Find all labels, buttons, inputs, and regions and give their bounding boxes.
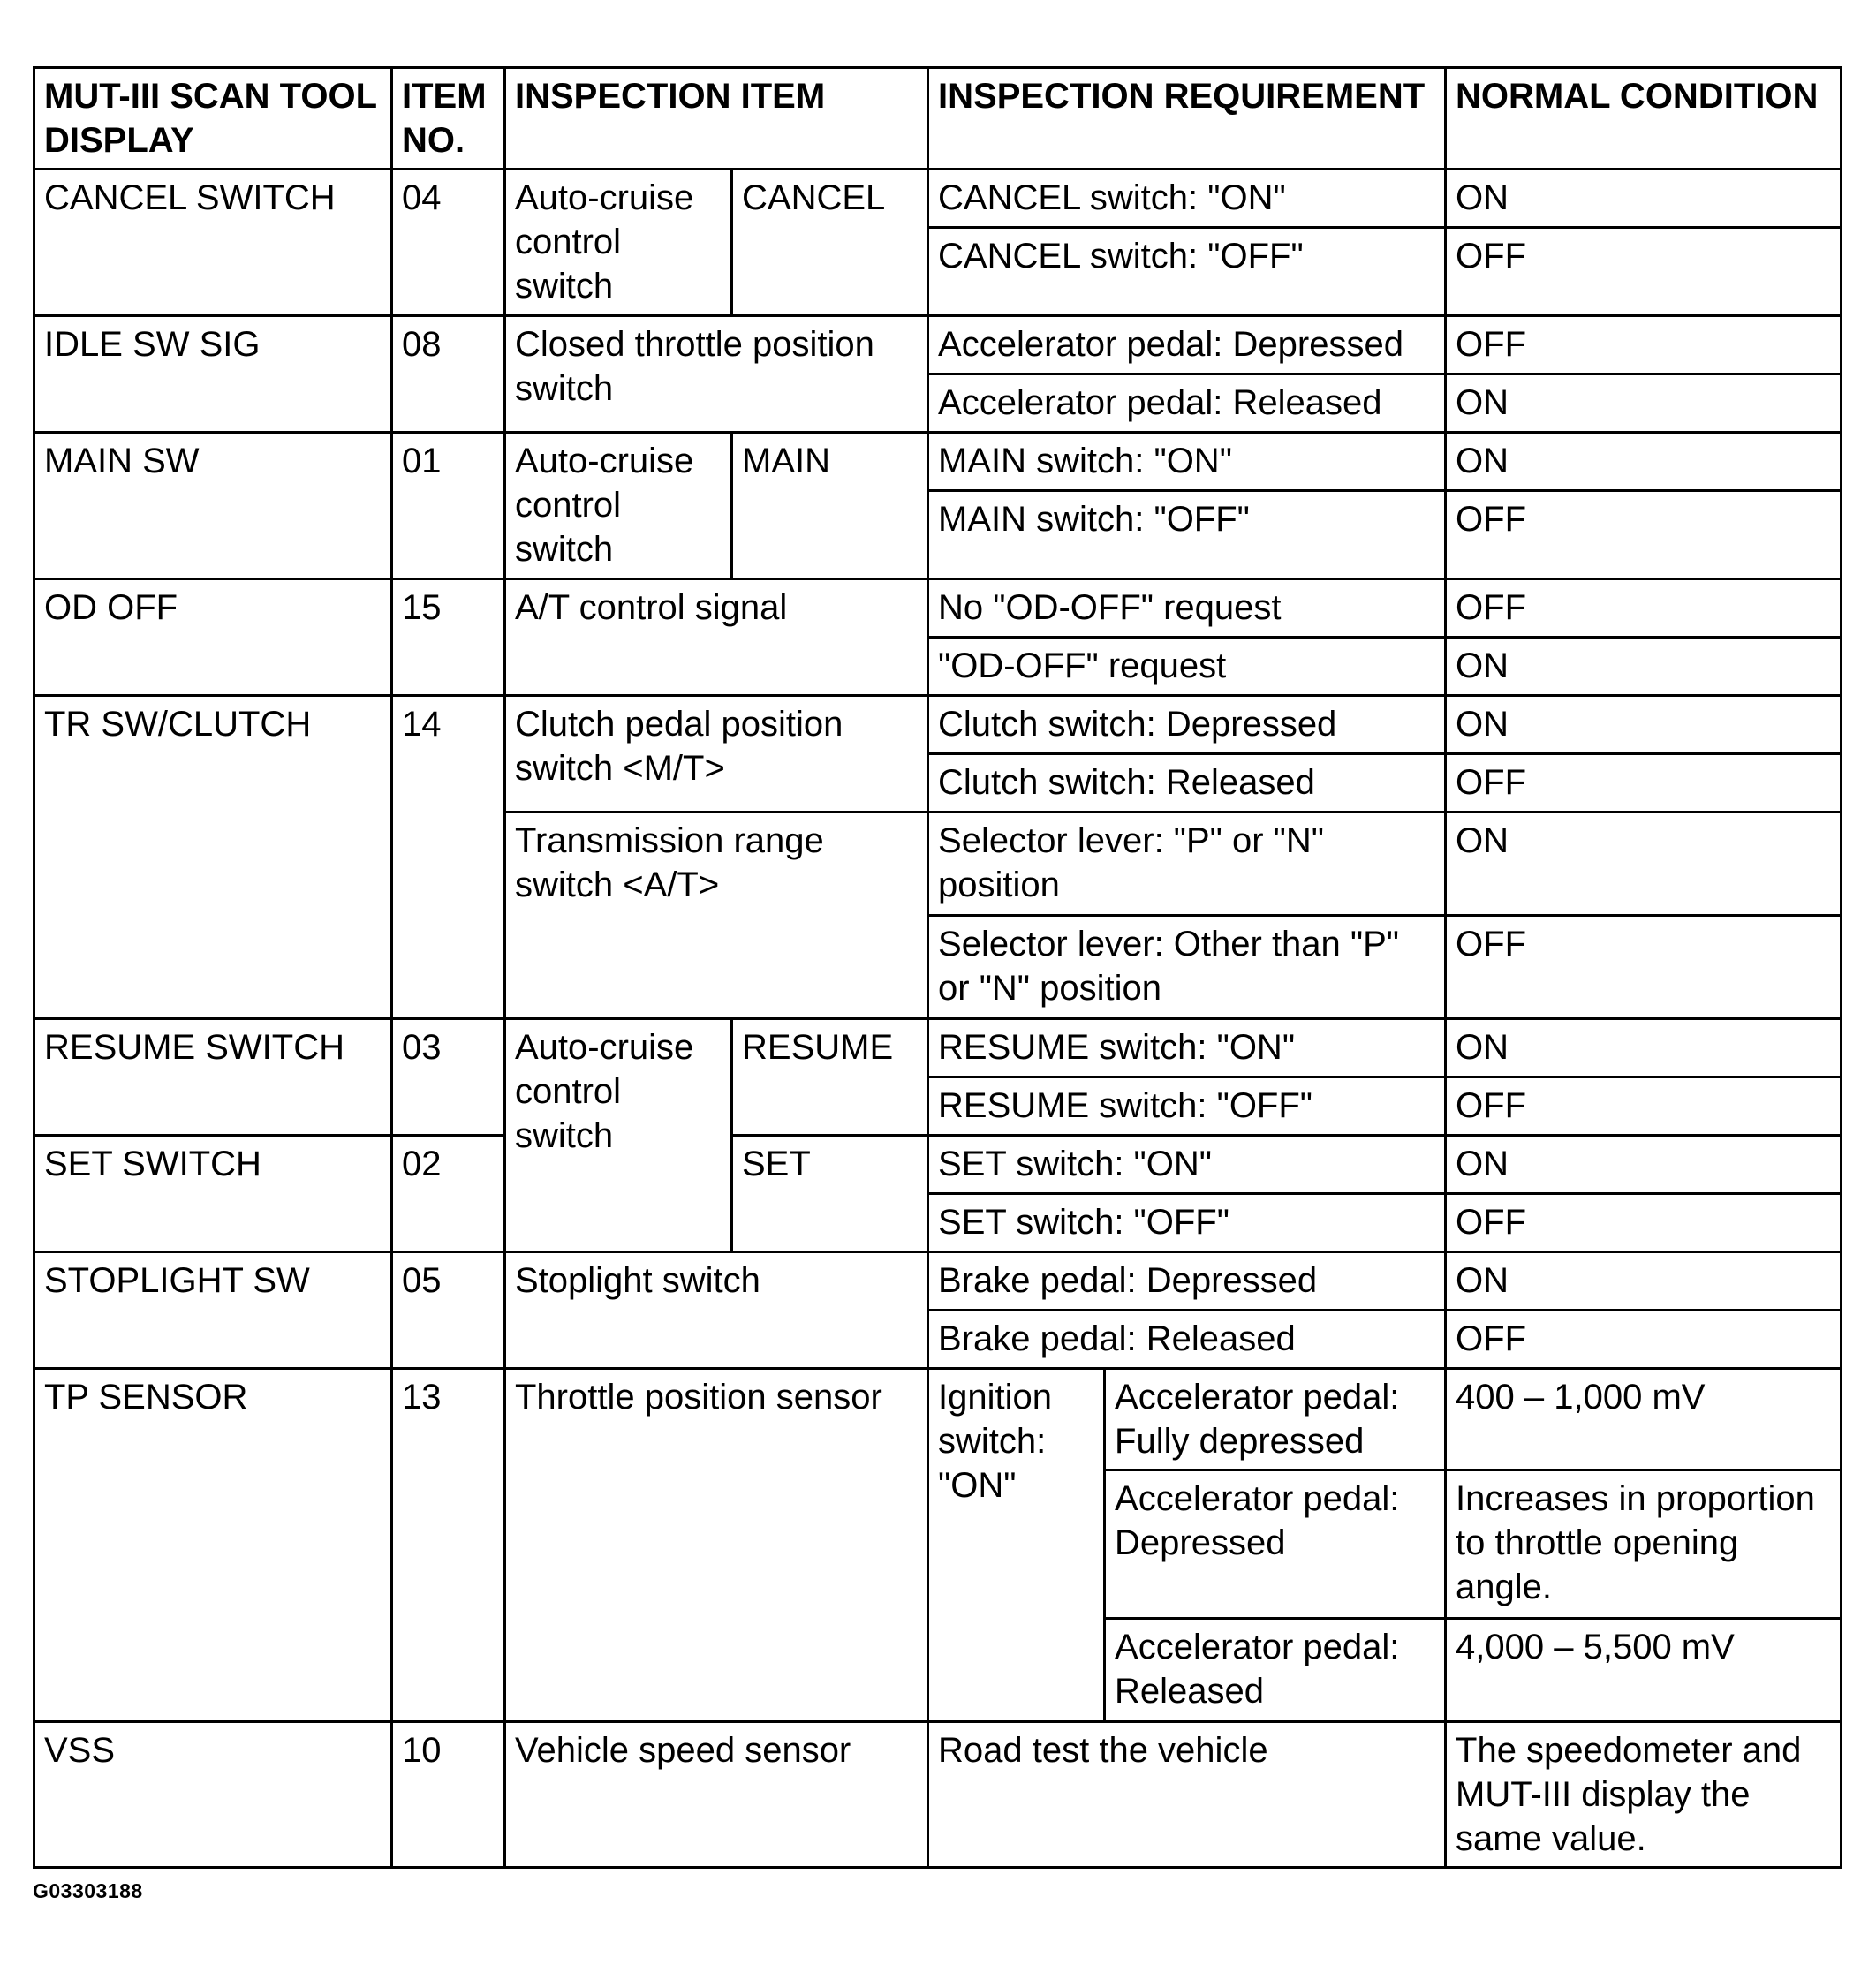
trsw-req-clutch-depressed: Clutch switch: Depressed (928, 696, 1446, 754)
resume-val-on: ON (1446, 1019, 1842, 1077)
trsw-item-no: 14 (392, 696, 505, 1019)
trsw-req-p-n: Selector lever: "P" or "N" position (928, 812, 1446, 916)
resume-val-off: OFF (1446, 1077, 1842, 1136)
table-row-cancel-switch-1 (34, 170, 1842, 228)
figure-id-label: G03303188 (33, 1879, 143, 1902)
header-item-no: ITEM NO. (392, 68, 505, 170)
main-val-off: OFF (1446, 491, 1842, 579)
table-row-set-switch-1 (34, 1136, 1842, 1194)
odoff-display: OD OFF (34, 579, 392, 696)
stoplight-val-depressed: ON (1446, 1252, 1842, 1311)
resume-item-no: 03 (392, 1019, 505, 1136)
resume-set-inspection-item: Auto-cruise control switch (505, 1019, 732, 1252)
table-row-main-sw-1 (34, 433, 1842, 491)
odoff-val-request: ON (1446, 638, 1842, 696)
main-req-on: MAIN switch: "ON" (928, 433, 1446, 491)
odoff-item-no: 15 (392, 579, 505, 696)
tp-inspection-item: Throttle position sensor (505, 1369, 928, 1722)
resume-sub-item: RESUME (732, 1019, 928, 1136)
vss-item-no: 10 (392, 1722, 505, 1868)
main-req-off: MAIN switch: "OFF" (928, 491, 1446, 579)
cancel-sub-item: CANCEL (732, 170, 928, 316)
cancel-inspection-item: Auto-cruise control switch (505, 170, 732, 316)
set-item-no: 02 (392, 1136, 505, 1252)
vss-display: VSS (34, 1722, 392, 1868)
set-sub-item: SET (732, 1136, 928, 1252)
trsw-req-clutch-released: Clutch switch: Released (928, 754, 1446, 812)
stoplight-item-no: 05 (392, 1252, 505, 1369)
vss-inspection-item: Vehicle speed sensor (505, 1722, 928, 1868)
main-display: MAIN SW (34, 433, 392, 579)
tp-ignition-condition: Ignition switch: "ON" (928, 1369, 1105, 1722)
inspection-spec-table (33, 66, 1842, 1869)
stoplight-display: STOPLIGHT SW (34, 1252, 392, 1369)
idle-req-released: Accelerator pedal: Released (928, 374, 1446, 433)
tp-req-depressed: Accelerator pedal: Depressed (1105, 1470, 1446, 1619)
tp-item-no: 13 (392, 1369, 505, 1722)
odoff-req-request: "OD-OFF" request (928, 638, 1446, 696)
idle-req-depressed: Accelerator pedal: Depressed (928, 316, 1446, 374)
cancel-req-on: CANCEL switch: "ON" (928, 170, 1446, 228)
idle-val-depressed: OFF (1446, 316, 1842, 374)
set-req-on: SET switch: "ON" (928, 1136, 1446, 1194)
set-val-off: OFF (1446, 1194, 1842, 1252)
tp-display: TP SENSOR (34, 1369, 392, 1722)
resume-req-off: RESUME switch: "OFF" (928, 1077, 1446, 1136)
trsw-inspection-item-mt: Clutch pedal position switch <M/T> (505, 696, 928, 812)
main-sub-item: MAIN (732, 433, 928, 579)
stoplight-val-released: OFF (1446, 1311, 1842, 1369)
cancel-display: CANCEL SWITCH (34, 170, 392, 316)
odoff-val-none: OFF (1446, 579, 1842, 638)
trsw-val-clutch-released: OFF (1446, 754, 1842, 812)
idle-val-released: ON (1446, 374, 1842, 433)
tp-val-fully-depressed: 400 – 1,000 mV (1446, 1369, 1842, 1470)
header-row (34, 68, 1842, 170)
tp-req-released: Accelerator pedal: Released (1105, 1619, 1446, 1722)
header-inspection-item: INSPECTION ITEM (505, 68, 928, 170)
vss-req-road-test: Road test the vehicle (928, 1722, 1446, 1868)
trsw-inspection-item-at: Transmission range switch <A/T> (505, 812, 928, 1019)
stoplight-inspection-item: Stoplight switch (505, 1252, 928, 1369)
set-req-off: SET switch: "OFF" (928, 1194, 1446, 1252)
set-display: SET SWITCH (34, 1136, 392, 1252)
trsw-val-p-n: ON (1446, 812, 1842, 916)
cancel-item-no: 04 (392, 170, 505, 316)
vss-val-same-value: The speedometer and MUT-III display the same value. (1446, 1722, 1842, 1868)
trsw-val-other: OFF (1446, 916, 1842, 1019)
table-row-idle-sw-sig-1 (34, 316, 1842, 374)
stoplight-req-depressed: Brake pedal: Depressed (928, 1252, 1446, 1311)
main-item-no: 01 (392, 433, 505, 579)
trsw-req-other: Selector lever: Other than "P" or "N" position (928, 916, 1446, 1019)
header-inspection-requirement: INSPECTION REQUIREMENT (928, 68, 1446, 170)
table-row-resume-switch-1 (34, 1019, 1842, 1077)
idle-display: IDLE SW SIG (34, 316, 392, 433)
cancel-req-off: CANCEL switch: "OFF" (928, 228, 1446, 316)
table-row-tp-sensor-1 (34, 1369, 1842, 1470)
trsw-display: TR SW/CLUTCH (34, 696, 392, 1019)
set-val-on: ON (1446, 1136, 1842, 1194)
table-row-tr-sw-clutch-1 (34, 696, 1842, 754)
odoff-req-none: No "OD-OFF" request (928, 579, 1446, 638)
trsw-val-clutch-depressed: ON (1446, 696, 1842, 754)
table-row-stoplight-sw-1 (34, 1252, 1842, 1311)
main-inspection-item: Auto-cruise control switch (505, 433, 732, 579)
header-normal-condition: NORMAL CONDITION (1446, 68, 1842, 170)
idle-inspection-item: Closed throttle position switch (505, 316, 928, 433)
cancel-val-off: OFF (1446, 228, 1842, 316)
main-val-on: ON (1446, 433, 1842, 491)
tp-val-released: 4,000 – 5,500 mV (1446, 1619, 1842, 1722)
cancel-val-on: ON (1446, 170, 1842, 228)
resume-req-on: RESUME switch: "ON" (928, 1019, 1446, 1077)
tp-val-depressed: Increases in proportion to throttle opening angle. (1446, 1470, 1842, 1619)
table-row-vss (34, 1722, 1842, 1868)
odoff-inspection-item: A/T control signal (505, 579, 928, 696)
stoplight-req-released: Brake pedal: Released (928, 1311, 1446, 1369)
idle-item-no: 08 (392, 316, 505, 433)
resume-display: RESUME SWITCH (34, 1019, 392, 1136)
tp-req-fully-depressed: Accelerator pedal: Fully depressed (1105, 1369, 1446, 1470)
table-row-od-off-1 (34, 579, 1842, 638)
header-scan-tool-display: MUT-III SCAN TOOL DISPLAY (34, 68, 392, 170)
